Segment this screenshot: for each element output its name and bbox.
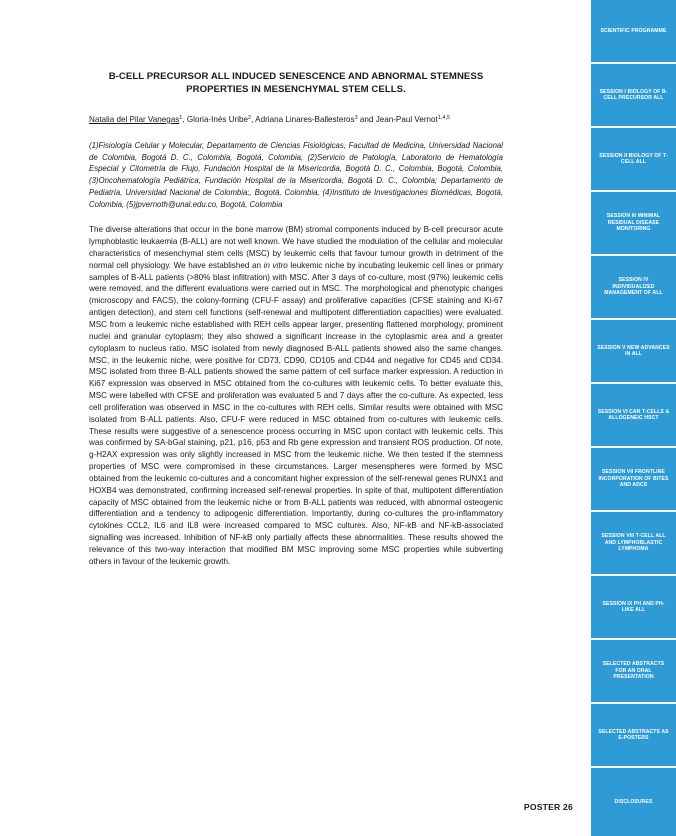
sidebar-item-session-9[interactable]: SESSION IX PH AND PH-LIKE ALL (591, 576, 676, 638)
author-list (89, 114, 503, 125)
author-separator: and (357, 115, 376, 124)
sidebar-item-session-7[interactable]: SESSION VII FRONTLINE INCORPORATION OF BITES AND ADCS (591, 448, 676, 510)
author-affiliation-marker: 2 (248, 115, 252, 121)
sidebar-item-e-posters[interactable]: SELECTED ABSTRACTS AS E-POSTERS (591, 704, 676, 766)
author-name: Jean-Paul Vernot (375, 115, 438, 124)
sidebar-item-disclosures[interactable]: DISCLOSURES (591, 768, 676, 836)
abstract-text: The diverse alterations that occur in the bone marrow (BM) stromal components induced by B-cell precursor acute lymphoblastic leukaemia (B-ALL) are not well known. We have studied the modulation of the cellular and molecular characteristics of mesenchymal stem cells (MSC) by leukemic cells that favour tumour growth in detriment of the normal cell physiology. We have established an (89, 225, 503, 270)
abstract-title: B-CELL PRECURSOR ALL INDUCED SENESCENCE AND ABNORMAL STEMNESS PROPERTIES IN MESENCHYMAL STEM CELLS. (108, 71, 484, 95)
poster-number: POSTER 26 (523, 802, 573, 812)
sidebar-item-session-4[interactable]: SESSION IV INDIVIDUALIZED MANAGEMENT OF ALL (591, 256, 676, 318)
author-name: Natalia del Pilar Vanegas (89, 115, 180, 124)
affiliations: (1)Fisiología Celular y Molecular, Departamento de Ciencias Fisiológicas, Facultad de Medicina, Universidad Nacional de Colombia, Bogotá D. C., Colombia, Bogotá, Colombia, (2)Servicio de Patología, Laboratorio de Hematología Especial y Citometría de Flujo, Fundación Hospital de la Misericordia, Bogotá D. C., Colombia, Bogotá, Colombia, (3)Oncohematología Pediátrica, Fundación Hospital de la Misericordia, Bogotá D. C., Colombia; Departamento de Pediatría, Universidad Nacional de Colombia;, Bogotá, Colombia, (4)Instituto de Investigaciones Biomédicas, Bogotá, Colombia, (5)jpvernoth@unal.edu.co, Bogotá, Colombia (89, 141, 503, 209)
sidebar-item-session-2[interactable]: SESSION II BIOLOGY OF T-CELL ALL (591, 128, 676, 190)
author-name: Adriana Linares-Ballesteros (255, 115, 355, 124)
author-separator: , (182, 115, 187, 124)
abstract-page (89, 70, 503, 568)
author-separator: , (251, 115, 256, 124)
sidebar-item-session-5[interactable]: SESSION V NEW ADVANCES IN ALL (591, 320, 676, 382)
author-name: Gloria-Inés Uribe (186, 115, 249, 124)
sidebar-item-session-3[interactable]: SESSION III MINIMAL RESIDUAL DISEASE MONITORING (591, 192, 676, 254)
sidebar-item-session-6[interactable]: SESSION VI CAR T-CELLS & ALLOGENEIC HSCT (591, 384, 676, 446)
author-affiliation-marker: 1,4,5 (437, 115, 451, 121)
section-sidebar (591, 0, 676, 836)
abstract-text: leukemic niche by incubating leukemic cell lines or primary samples of B-ALL patients (>80% blast infiltration) with MSC. After 3 days of co-culture, most (97%) leukemic cells were removed, and the different evaluations were carried out in MSC. The morphological and phenotypic changes (microscopy and FACS), the colony-forming (CFU-F assay) and proliferative capacities (CFSE staining and Ki-67 antigen detection), and stem cell functions (self-renewal and multipotent differentiation capacities) were evaluated. MSC from a leukemic niche established with REH cells appear larger, presenting flattened morphology, prominent nuclei and granular cytoplasm; they also showed a significant increase in the cytoplasmic area and a greater cytoplasm to nucleus ratio. MSC isolated from newly diagnosed B-ALL patients showed also the same changes. MSC, in the leukemic niche, were positive for CD73, CD90, CD105 and CD44 and negative for CD45 and CD34. MSC isolated from three B-ALL patients showed the same pattern of cell surface marker expression. A reduction in Ki67 expression was observed in MSC obtained from the co-cultures with leukemic cells. To better evaluate this, MSC were labelled with CFSE and proliferation was evaluated 5 and 7 days after the co-culture. As expected, less cell proliferation was observed in MSC in the co-cultures with REH cells. Similar results were obtained with MSC isolated from B-ALL patients. Also, CFU-F were reduced in MSC obtained from co-cultures with leukemic cells. These results were suggestive of a senescence process occurring in MSC upon contact with leukemic cells. This was confirmed by SA-bGal staining, p21, p16, p53 and Rb gene expression and transient ROS production. Of note, g-H2AX expression was only slightly increased in MSC from the leukemic niche. We then tested if the stemness properties of MSC were compromised in these circumstances. Larger mesenspheres were formed by MSC obtained from the leukemic co-cultures and a concomitant higher expression of the self-renewal genes RUNX1 and HOXB4 was demonstrated, confirming increased self-renewal properties. In spite of that, multipotent differentiation capacity of MSC obtained from the leukemic niche or from B-ALL patients was reduced, with abnormal osteogenic differentiation and a tendency to adipogenic differentiation. Importantly, during co-cultures the pro-inflammatory cytokines CCL2, IL6 and IL8 were increased compared to MSC cultures. Also, NF-kB and NF-kB-associated signalling was increased. Inhibition of NF-kB only partially affects these abnormalities. These results showed the relevance of this two-way interaction that modified BM MSC improving some MSC properties while subverting others in favour of the leukemic growth. (89, 260, 503, 566)
sidebar-item-session-8[interactable]: SESSION VIII T-CELL ALL AND LYMPHOBLASTIC LYMPHOMA (591, 512, 676, 574)
abstract-body (89, 224, 503, 567)
author-affiliation-marker: 3 (354, 115, 358, 121)
abstract-italic-text: in vitro (263, 260, 288, 270)
author-affiliation-marker: 1 (179, 115, 183, 121)
sidebar-item-scientific-programme[interactable]: SCIENTIFIC PROGRAMME (591, 0, 676, 62)
sidebar-item-oral-abstracts[interactable]: SELECTED ABSTRACTS FOR AN ORAL PRESENTATION (591, 640, 676, 702)
sidebar-item-session-1[interactable]: SESSION I BIOLOGY OF B-CELL PRECURSOR ALL (591, 64, 676, 126)
